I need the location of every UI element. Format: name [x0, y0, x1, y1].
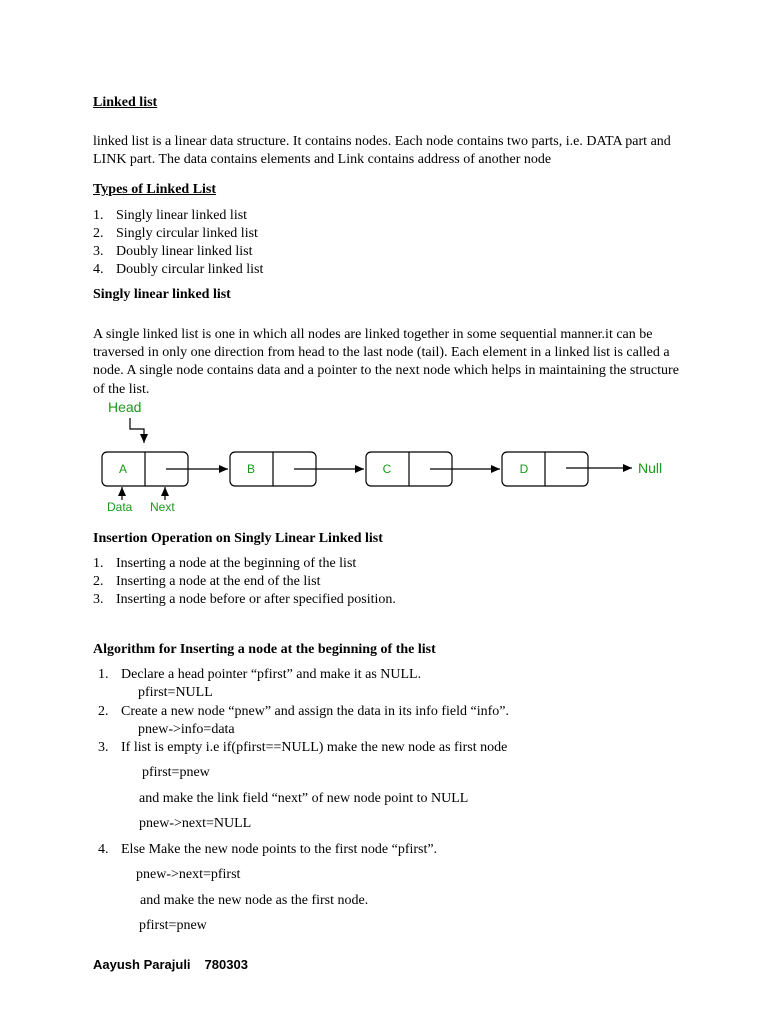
linked-list-diagram — [92, 393, 682, 518]
null-label: Null — [638, 460, 663, 476]
heading-insertion: Insertion Operation on Singly Linear Linked list — [93, 531, 383, 546]
node-d — [502, 452, 588, 486]
algorithm-step-4: 4. Else Make the new node points to the first node “pfirst”. — [98, 842, 438, 857]
list-item: 2. Inserting a node at the end of the list — [93, 574, 321, 589]
list-item: 2. Singly circular linked list — [93, 226, 258, 241]
heading-singly: Singly linear linked list — [93, 287, 231, 302]
singly-paragraph: A single linked list is one in which all nodes are linked together in some sequential manner.it can be traversed in only one direction from head to the last node (tail). Each element in a linked list is called a node. A single node contains data and a pointer to the next node which helps in maintaining the structure of the list. — [93, 327, 679, 397]
node-b-label: B — [246, 462, 256, 476]
heading-algorithm: Algorithm for Inserting a node at the beginning of the list — [93, 642, 436, 657]
algorithm-step-3: 3. If list is empty i.e if(pfirst==NULL) make the new node as first node — [98, 740, 508, 755]
footer-author: Aayush Parajuli — [93, 957, 191, 972]
algorithm-step-1: 1. Declare a head pointer “pfirst” and make it as NULL. — [98, 667, 422, 682]
code-line: pfirst=pnew — [139, 918, 207, 933]
node-a-label: A — [118, 462, 128, 476]
intro-paragraph: linked list is a linear data structure. It contains nodes. Each node contains two parts, i.e. DATA part and LINK part. The data contains elements and Link contains address of another node — [93, 134, 671, 168]
data-label: Data — [107, 500, 133, 514]
list-item: 4. Doubly circular linked list — [93, 262, 264, 277]
footer-id: 780303 — [204, 957, 248, 972]
list-item: 3. Inserting a node before or after specified position. — [93, 592, 396, 607]
footer — [93, 957, 248, 972]
heading-linked-list: Linked list — [93, 95, 158, 110]
heading-types: Types of Linked List — [93, 182, 217, 197]
code-line: pfirst=pnew — [142, 765, 210, 780]
algorithm-text: and make the new node as the first node. — [140, 893, 369, 908]
list-item: 1. Singly linear linked list — [93, 208, 248, 223]
algorithm-text: and make the link field “next” of new node point to NULL — [139, 791, 469, 806]
code-line: pnew->next=NULL — [139, 816, 252, 831]
code-line: pnew->next=pfirst — [136, 867, 241, 882]
head-label: Head — [108, 399, 142, 415]
code-line: pfirst=NULL — [138, 685, 213, 700]
list-item: 1. Inserting a node at the beginning of the list — [93, 556, 357, 571]
head-pointer-arrow — [130, 418, 144, 443]
next-label: Next — [150, 500, 175, 514]
code-line: pnew->info=data — [138, 722, 235, 737]
node-d-label: D — [519, 462, 529, 476]
node-c-label: C — [382, 462, 392, 476]
algorithm-step-2: 2. Create a new node “pnew” and assign the data in its info field “info”. — [98, 704, 509, 719]
list-item: 3. Doubly linear linked list — [93, 244, 253, 259]
